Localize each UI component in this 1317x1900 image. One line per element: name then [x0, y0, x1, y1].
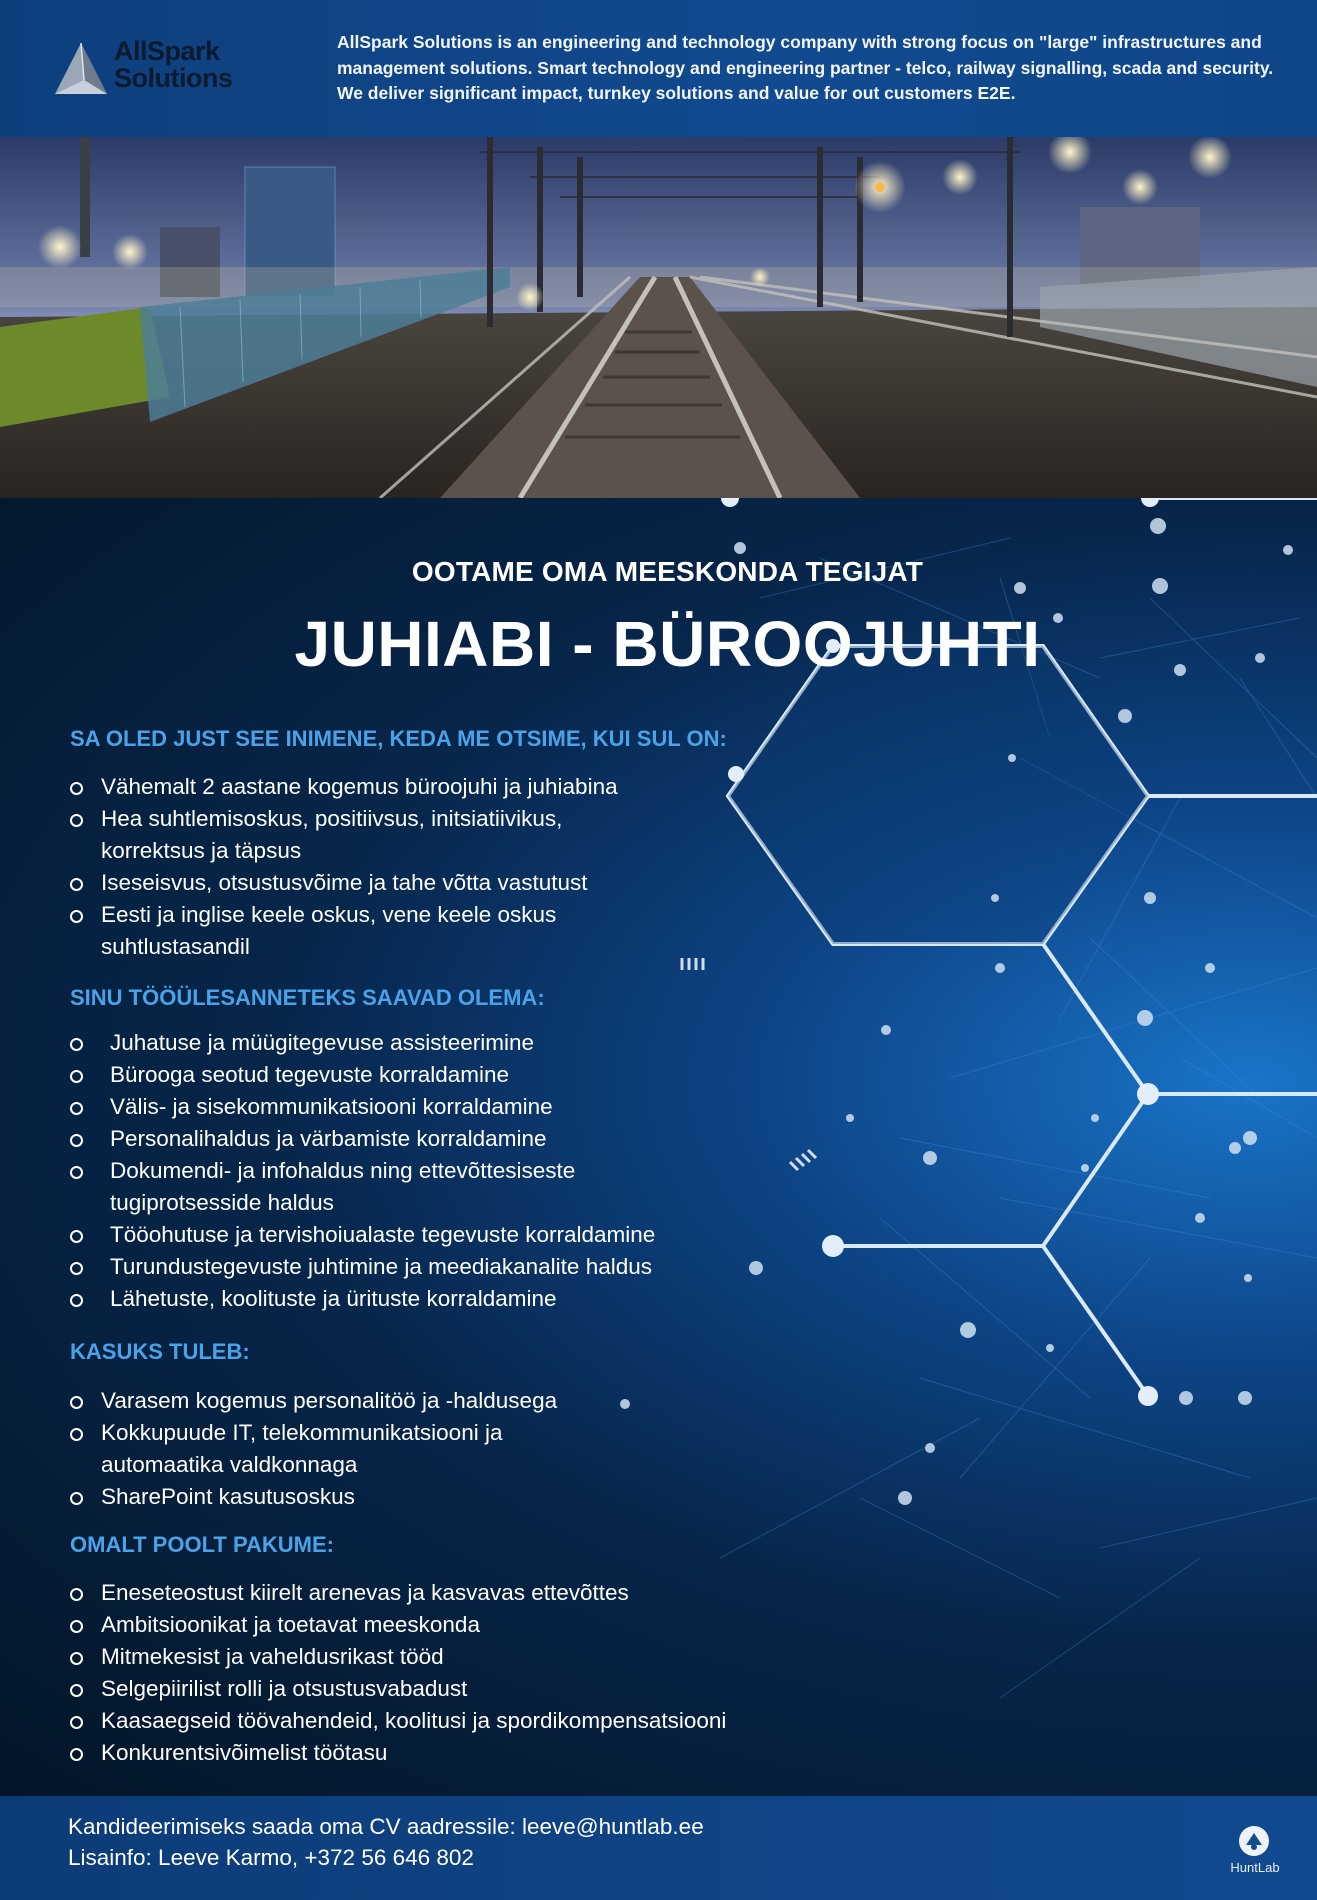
allspark-logo-icon: [52, 40, 110, 98]
section-heading-offer: OMALT POOLT PAKUME:: [70, 1532, 334, 1557]
bullet-icon: [70, 1134, 83, 1147]
list-item: Eneseteostust kiirelt arenevas ja kasvavas ettevõttes: [70, 1577, 726, 1609]
list-item: Tööohutuse ja tervishoiualaste tegevuste korraldamine: [70, 1219, 655, 1251]
list-item: Hea suhtlemisoskus, positiivsus, initsiatiivikus, korrektsus ja täpsus: [70, 803, 618, 867]
allspark-logo: [52, 38, 252, 98]
bullet-icon: [70, 1038, 83, 1051]
logo-wordmark: [114, 38, 233, 92]
railway-photo: [0, 137, 1317, 498]
list-item: Varasem kogemus personalitöö ja -haldusega: [70, 1385, 557, 1417]
bullet-icon: [70, 1652, 83, 1665]
section-heading-requirements: SA OLED JUST SEE INIMENE, KEDA ME OTSIME, KUI SUL ON:: [70, 726, 727, 751]
bullet-icon: [70, 1748, 83, 1761]
list-item: Bürooga seotud tegevuste korraldamine: [70, 1059, 655, 1091]
bullet-icon: [70, 782, 83, 795]
list-item: Välis- ja sisekommunikatsiooni korraldamine: [70, 1091, 655, 1123]
list-item: Eesti ja inglise keele oskus, vene keele oskus suhtlustasandil: [70, 899, 618, 963]
bullet-icon: [70, 910, 83, 923]
offer-list: [70, 1577, 726, 1769]
bullet-icon: [70, 1262, 83, 1275]
bullet-icon: [70, 878, 83, 891]
bullet-icon: [70, 1396, 83, 1409]
list-item: Dokumendi- ja infohaldus ning ettevõttesiseste tugiprotsesside haldus: [70, 1155, 655, 1219]
bullet-icon: [70, 1166, 83, 1179]
section-heading-duties: SINU TÖÖÜLESANNETEKS SAAVAD OLEMA:: [70, 985, 545, 1010]
company-description: AllSpark Solutions is an engineering and technology company with strong focus on "large" infrastructures and management solutions. Smart technology and engineering partner - telco, railway signalling, scada and security. We deliver significant impact, turnkey solutions and value for out customers E2E.: [337, 32, 1274, 103]
bullet-icon: [70, 1588, 83, 1601]
bullet-icon: [70, 1716, 83, 1729]
contact-text: Lisainfo: Leeve Karmo, +372 56 646 802: [68, 1845, 474, 1870]
list-item: Personalihaldus ja värbamiste korraldamine: [70, 1123, 655, 1155]
bullet-icon: [70, 1230, 83, 1243]
header-bar: [0, 0, 1317, 137]
list-item: Turundustegevuste juhtimine ja meediakanalite haldus: [70, 1251, 655, 1283]
bullet-icon: [70, 814, 83, 827]
hero-subtitle: OOTAME OMA MEESKONDA TEGIJAT: [411, 556, 924, 587]
bullet-icon: [70, 1620, 83, 1633]
requirements-list: [70, 771, 618, 963]
list-item: Ambitsioonikat ja toetavat meeskonda: [70, 1609, 726, 1641]
list-item: Selgepiirilist rolli ja otsustusvabadust: [70, 1673, 726, 1705]
list-item: Konkurentsivõimelist töötasu: [70, 1737, 726, 1769]
list-item: Mitmekesist ja vaheldusrikast tööd: [70, 1641, 726, 1673]
bullet-icon: [70, 1294, 83, 1307]
list-item: Vähemalt 2 aastane kogemus büroojuhi ja juhiabina: [70, 771, 618, 803]
bullet-icon: [70, 1102, 83, 1115]
bullet-icon: [70, 1070, 83, 1083]
job-title: JUHIABI - BÜROOJUHTI: [294, 608, 1041, 680]
advantages-list: [70, 1385, 557, 1513]
huntlab-logo-icon: [1237, 1824, 1271, 1858]
apply-text: Kandideerimiseks saada oma CV aadressile: leeve@huntlab.ee: [68, 1814, 704, 1839]
footer-bar: [0, 1796, 1317, 1900]
duties-list: [70, 1027, 655, 1315]
section-heading-advantages: KASUKS TULEB:: [70, 1339, 250, 1364]
list-item: Kokkupuude IT, telekommunikatsiooni ja automaatika valdkonnaga: [70, 1417, 557, 1481]
logo-line-2: Solutions: [114, 63, 233, 93]
bullet-icon: [70, 1684, 83, 1697]
huntlab-label: HuntLab: [1230, 1860, 1280, 1875]
bullet-icon: [70, 1492, 83, 1505]
bullet-icon: [70, 1428, 83, 1441]
logo-line-1: AllSpark: [114, 36, 220, 66]
list-item: SharePoint kasutusoskus: [70, 1481, 557, 1513]
list-item: Iseseisvus, otsustusvõime ja tahe võtta vastutust: [70, 867, 618, 899]
list-item: Juhatuse ja müügitegevuse assisteerimine: [70, 1027, 655, 1059]
list-item: Kaasaegseid töövahendeid, koolitusi ja spordikompensatsiooni: [70, 1705, 726, 1737]
list-item: Lähetuste, koolituste ja ürituste korraldamine: [70, 1283, 655, 1315]
